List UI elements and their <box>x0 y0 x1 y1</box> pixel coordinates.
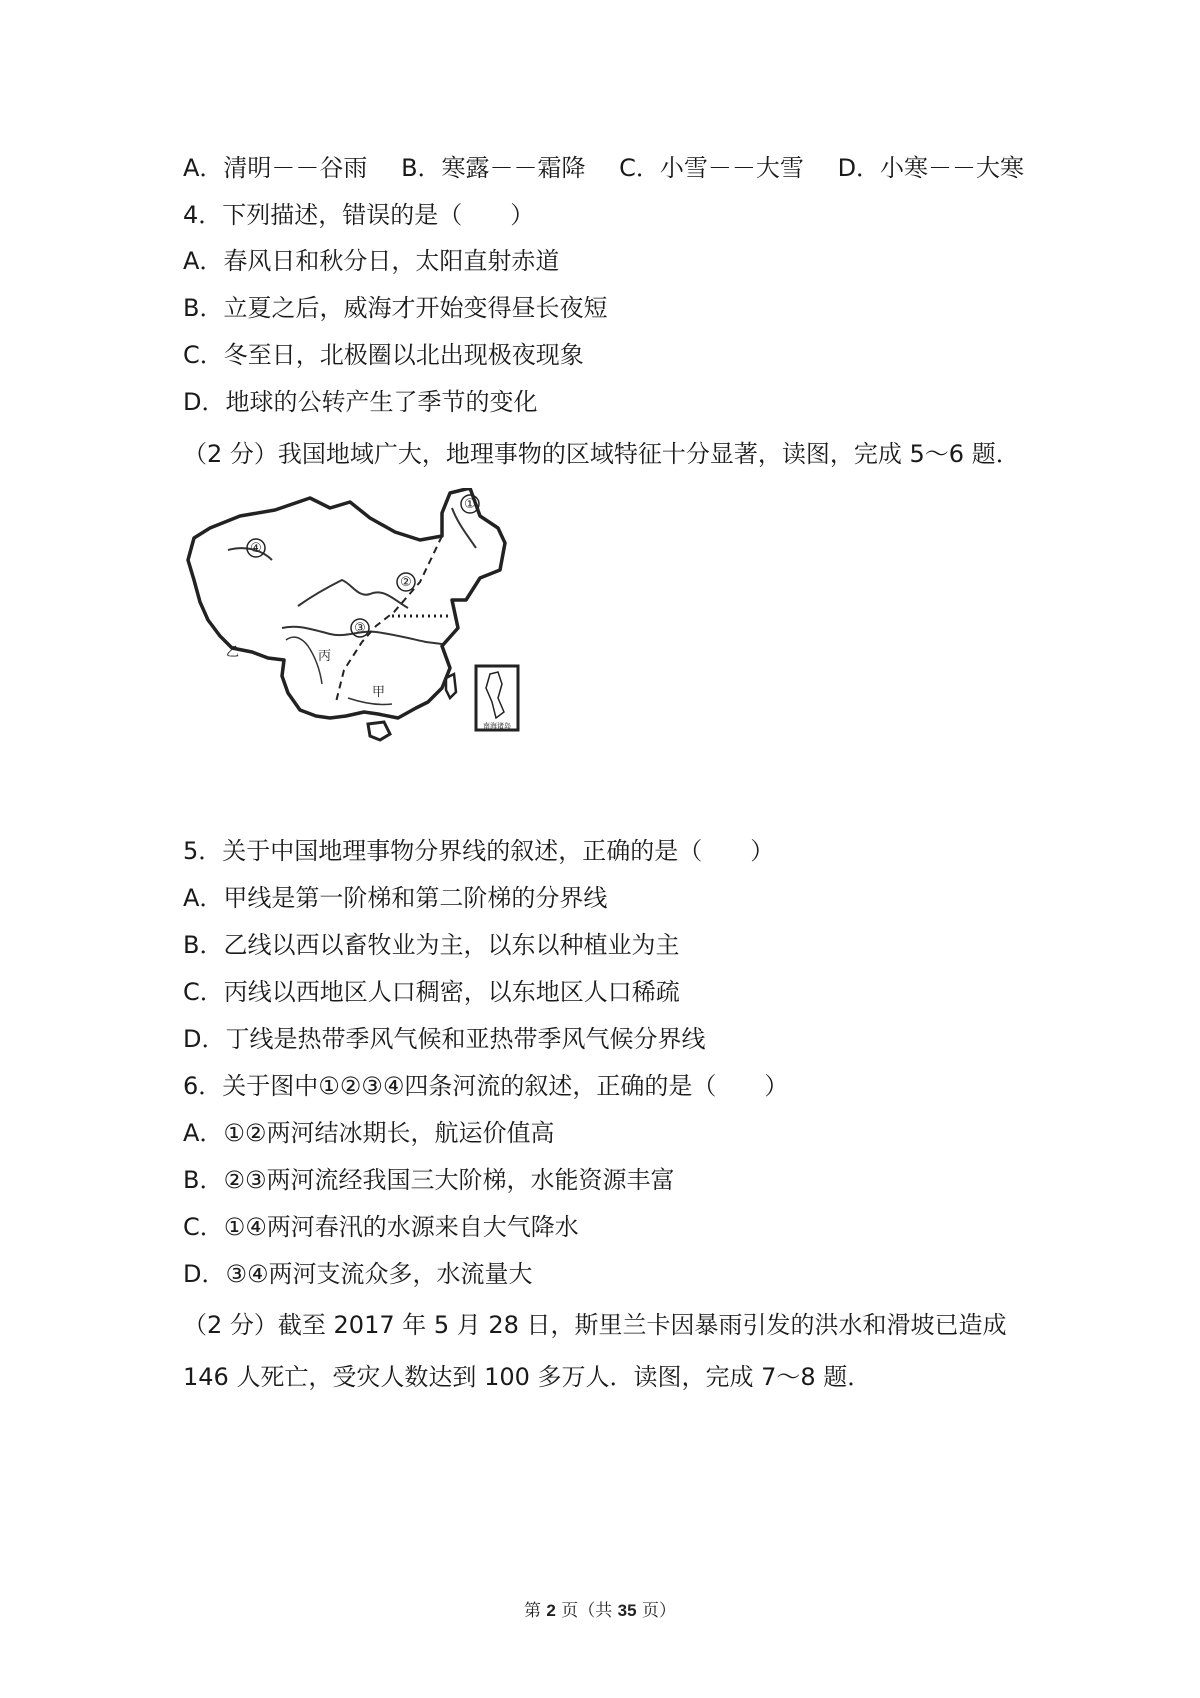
yellow-river <box>298 580 408 608</box>
label-r4: ④ <box>250 541 262 556</box>
heilong-river <box>452 508 476 548</box>
q6-option-d: D．③④两河支流众多，水流量大 <box>183 1260 533 1288</box>
q4-option-b: B．立夏之后，威海才开始变得昼长夜短 <box>183 294 608 322</box>
q3-option-c: C．小雪－－大雪 <box>619 154 804 182</box>
footer-prefix: 第 <box>523 1601 547 1621</box>
dashed-boundary-line <box>336 536 442 702</box>
q4-option-d: D．地球的公转产生了季节的变化 <box>183 388 538 416</box>
q5-option-c: C．丙线以西地区人口稠密，以东地区人口稀疏 <box>183 978 680 1006</box>
q3-option-d: D．小寒－－大寒 <box>837 154 1025 182</box>
q5-option-d: D．丁线是热带季风气候和亚热带季风气候分界线 <box>183 1025 706 1053</box>
label-r2: ② <box>400 575 412 590</box>
page-footer <box>0 1596 1200 1621</box>
footer-total-pages: 35 <box>617 1601 637 1620</box>
footer-suffix: 页） <box>636 1601 676 1621</box>
q6-stem: 6．关于图中①②③④四条河流的叙述，正确的是（ ） <box>183 1072 789 1100</box>
label-r3: ③ <box>354 621 366 636</box>
china-outline <box>188 488 505 718</box>
q3-option-b: B．寒露－－霜降 <box>401 154 586 182</box>
line-jia <box>348 698 392 705</box>
q3-option-a: A．清明－－谷雨 <box>183 154 368 182</box>
footer-page-number: 2 <box>546 1601 556 1620</box>
inset-caption: 南海诸岛 <box>483 722 511 730</box>
q6-option-b: B．②③两河流经我国三大阶梯，水能资源丰富 <box>183 1166 675 1194</box>
footer-middle: 页（共 <box>555 1601 618 1621</box>
line-yi <box>286 637 322 684</box>
label-yi: 乙 <box>226 645 240 660</box>
q5-option-b: B．乙线以西以畜牧业为主，以东以种植业为主 <box>183 931 680 959</box>
q4-option-a: A．春风日和秋分日，太阳直射赤道 <box>183 247 560 275</box>
q5-stem: 5．关于中国地理事物分界线的叙述，正确的是（ ） <box>183 837 775 865</box>
label-jia: 甲 <box>372 685 386 700</box>
intro-7-8: （2 分）截至 2017 年 5 月 28 日，斯里兰卡因暴雨引发的洪水和滑坡已造成 146 人死亡，受灾人数达到 100 多万人．读图，完成 7～8 题． <box>183 1311 1007 1391</box>
label-r1: ① <box>464 497 476 512</box>
q5-option-a: A．甲线是第一阶梯和第二阶梯的分界线 <box>183 884 608 912</box>
label-bing: 丙 <box>318 649 332 664</box>
intro-5-6: （2 分）我国地域广大，地理事物的区域特征十分显著，读图，完成 5～6 题． <box>183 440 1020 468</box>
q6-option-c: C．①④两河春汛的水源来自大气降水 <box>183 1213 579 1241</box>
q3-options <box>183 153 1050 183</box>
q4-option-c: C．冬至日，北极圈以北出现极夜现象 <box>183 341 584 369</box>
china-map-figure <box>180 488 580 818</box>
q4-stem: 4．下列描述，错误的是（ ） <box>183 201 535 229</box>
q6-option-a: A．①②两河结冰期长，航运价值高 <box>183 1119 555 1147</box>
taiwan-island <box>446 674 456 698</box>
south-china-sea-inset <box>476 666 518 730</box>
hainan-island <box>368 722 390 740</box>
